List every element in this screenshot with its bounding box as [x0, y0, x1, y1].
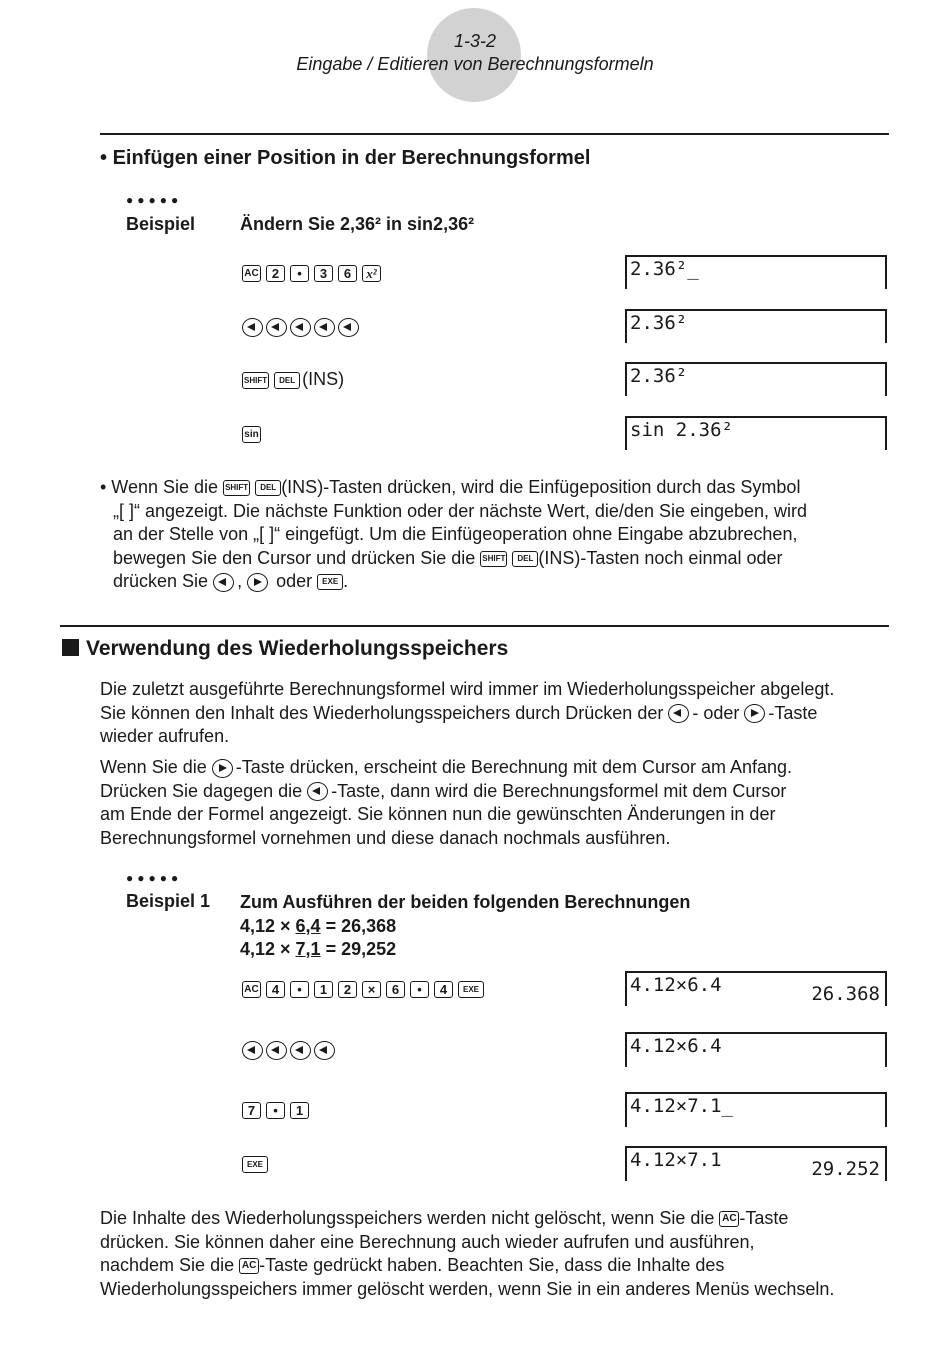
example-dots: ●●●●●	[126, 871, 183, 885]
page-title: Eingabe / Editieren von Berechnungsformeln	[296, 54, 654, 74]
calculator-display: 4.12×7.1 29.252	[625, 1146, 887, 1181]
key-7: 7	[242, 1102, 261, 1119]
ins-note: • Wenn Sie die SHIFT DEL (INS)-Tasten drücken, wird die Einfügeposition durch das Symbol „[ ]“ angezeigt. Die nächste Funktion oder der nächste Wert, die/den Sie eingeben, wird an der Stelle von „[ ]“ eingefügt. Um die Einfügeoperation ohne Eingabe abzubrechen, bewegen Sie den Cursor und drücken Sie die SHIFT DEL (INS)-Tasten noch einmal oder drücken Sie , oder EXE .	[100, 477, 808, 591]
key-4: 4	[434, 981, 453, 998]
right-arrow-icon	[212, 759, 233, 778]
left-arrow-icon	[213, 573, 234, 592]
calculator-display: 4.12×6.4	[625, 1032, 887, 1067]
left-arrow-icon	[242, 1041, 263, 1060]
left-arrow-icon	[307, 782, 328, 801]
left-arrow-icon	[668, 704, 689, 723]
right-arrow-icon	[744, 704, 765, 723]
key-2: 2	[266, 265, 285, 282]
key-sequence	[242, 1152, 273, 1175]
key-sequence	[242, 1098, 314, 1121]
paragraph: Die zuletzt ausgeführte Berechnungsformel wird immer im Wiederholungsspeicher abgelegt. Sie können den Inhalt des Wiederholungsspeichers durch Drücken der - oder -Taste wieder aufrufen.	[100, 679, 835, 746]
key-sequence	[242, 422, 266, 445]
calculator-display: 2.36²	[625, 309, 887, 343]
left-arrow-icon	[314, 318, 335, 337]
right-arrow-icon	[247, 573, 268, 592]
key-6: 6	[338, 265, 357, 282]
example-label: Beispiel	[126, 214, 196, 234]
paragraph: Die Inhalte des Wiederholungsspeichers werden nicht gelöscht, wenn Sie die AC -Taste drücken. Sie können daher eine Berechnung auch wieder aufrufen und ausführen, nachdem Sie die AC -Taste gedrückt haben. Beachten Sie, dass die Inhalte des Wiederholungsspeichers immer gelöscht werden, wenn Sie in ein anderes Menüs wechseln.	[100, 1208, 835, 1299]
key-sequence	[242, 1038, 338, 1061]
left-arrow-icon	[314, 1041, 335, 1060]
key-sequence	[242, 977, 489, 1000]
example-label: Beispiel 1	[126, 891, 211, 911]
example-dots: ●●●●●	[126, 193, 183, 207]
key-dot: •	[290, 265, 309, 282]
key-1: 1	[314, 981, 333, 998]
key-dot: •	[410, 981, 429, 998]
calculator-display: 4.12×6.4 26.368	[625, 971, 887, 1006]
key-sequence	[242, 261, 386, 284]
ac-key: AC	[242, 981, 261, 998]
example-text: Zum Ausführen der beiden folgenden Berechnungen 4,12 × 6,4 = 26,368 4,12 × 7,1 = 29,252	[240, 892, 691, 959]
key-multiply: ×	[362, 981, 381, 998]
key-4: 4	[266, 981, 285, 998]
divider	[100, 133, 889, 135]
left-arrow-icon	[290, 318, 311, 337]
ins-label: (INS)	[302, 369, 345, 389]
calculator-display: 2.36²	[625, 362, 887, 396]
key-sequence	[242, 368, 344, 391]
key-x-squared: x²	[362, 265, 381, 282]
exe-key: EXE	[458, 981, 484, 998]
divider	[60, 625, 889, 627]
key-3: 3	[314, 265, 333, 282]
key-dot: •	[290, 981, 309, 998]
exe-key: EXE	[242, 1156, 268, 1173]
calculator-display: sin 2.36²	[625, 416, 887, 450]
key-dot: •	[266, 1102, 285, 1119]
calculator-display: 2.36²_	[625, 255, 887, 289]
sin-key: sin	[242, 426, 261, 443]
calculator-display: 4.12×7.1_	[625, 1092, 887, 1127]
left-arrow-icon	[266, 318, 287, 337]
shift-key: SHIFT	[242, 372, 269, 389]
key-1: 1	[290, 1102, 309, 1119]
square-bullet-icon	[62, 639, 79, 656]
section-heading: Verwendung des Wiederholungsspeichers	[62, 637, 508, 661]
left-arrow-icon	[242, 318, 263, 337]
key-2: 2	[338, 981, 357, 998]
key-sequence	[242, 315, 362, 338]
left-arrow-icon	[290, 1041, 311, 1060]
left-arrow-icon	[266, 1041, 287, 1060]
section-heading: • Einfügen einer Position in der Berechnungsformel	[100, 147, 591, 169]
ac-key: AC	[242, 265, 261, 282]
paragraph: Wenn Sie die -Taste drücken, erscheint die Berechnung mit dem Cursor am Anfang. Drücken Sie dagegen die -Taste, dann wird die Berechnungsformel mit dem Cursor am Ende der Formel angezeigt. Sie können nun die gewünschten Änderungen in der Berechnungsformel vornehmen und diese danach nochmals ausführen.	[100, 757, 793, 848]
key-6: 6	[386, 981, 405, 998]
example-text: Ändern Sie 2,36² in sin2,36²	[240, 214, 475, 234]
page-number: 1-3-2	[453, 31, 497, 51]
left-arrow-icon	[338, 318, 359, 337]
del-key: DEL	[274, 372, 300, 389]
